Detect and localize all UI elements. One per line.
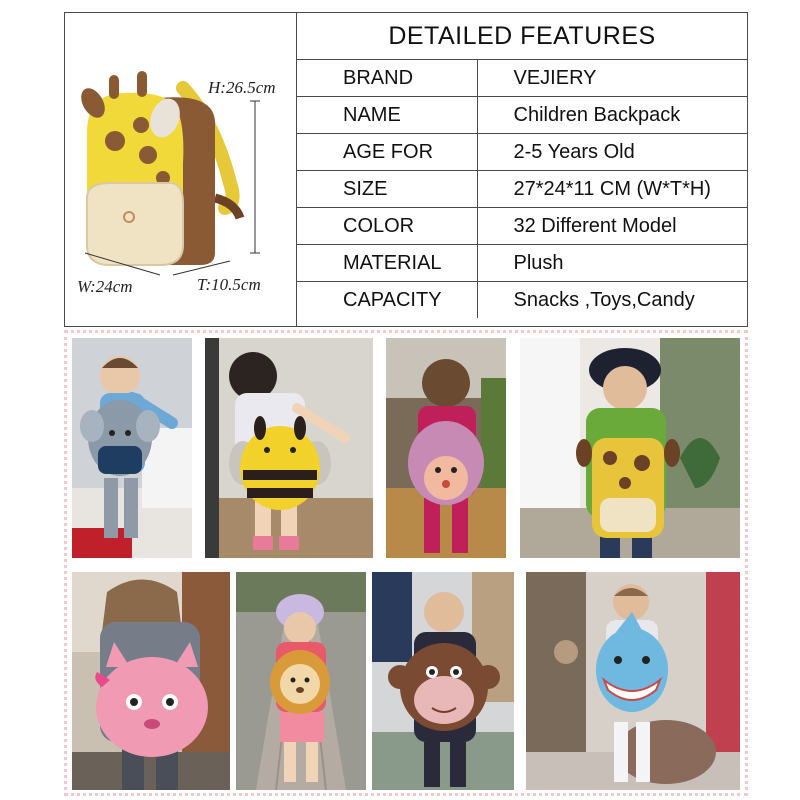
photo-cat-backpack bbox=[72, 572, 230, 790]
table-row bbox=[297, 245, 747, 282]
width-label: W:24cm bbox=[77, 277, 133, 296]
row-key: MATERIAL bbox=[297, 245, 477, 282]
features-table bbox=[297, 13, 747, 318]
table-row bbox=[297, 171, 747, 208]
table-row bbox=[297, 97, 747, 134]
photo-shark-backpack bbox=[526, 572, 740, 790]
table-header-row bbox=[297, 13, 747, 60]
row-key: SIZE bbox=[297, 171, 477, 208]
row-key: NAME bbox=[297, 97, 477, 134]
thickness-label: T:10.5cm bbox=[197, 275, 261, 294]
row-key: CAPACITY bbox=[297, 282, 477, 319]
row-value: VEJIERY bbox=[477, 60, 747, 97]
photo-lion-backpack bbox=[236, 572, 366, 790]
row-value: Children Backpack bbox=[477, 97, 747, 134]
table-row bbox=[297, 208, 747, 245]
row-value: Snacks ,Toys,Candy bbox=[513, 288, 695, 311]
row-value: 27*24*11 CM (W*T*H) bbox=[477, 171, 747, 208]
photo-hedgehog-backpack bbox=[386, 338, 506, 558]
row-value: Plush bbox=[477, 245, 747, 282]
height-label: H:26.5cm bbox=[208, 78, 276, 97]
photo-monkey-backpack bbox=[372, 572, 514, 790]
table-row bbox=[297, 60, 747, 97]
photo-bee-backpack bbox=[205, 338, 373, 558]
row-value: 2-5 Years Old bbox=[477, 134, 747, 171]
row-key: BRAND bbox=[297, 60, 477, 97]
table-row bbox=[297, 134, 747, 171]
photo-giraffe-backpack bbox=[520, 338, 740, 558]
row-key: AGE FOR bbox=[297, 134, 477, 171]
photo-elephant-backpack bbox=[72, 338, 192, 558]
table-row bbox=[297, 282, 747, 319]
product-image-panel bbox=[65, 13, 297, 326]
row-key: COLOR bbox=[297, 208, 477, 245]
row-value: 32 Different Model bbox=[477, 208, 747, 245]
table-title: DETAILED FEATURES bbox=[297, 13, 747, 60]
